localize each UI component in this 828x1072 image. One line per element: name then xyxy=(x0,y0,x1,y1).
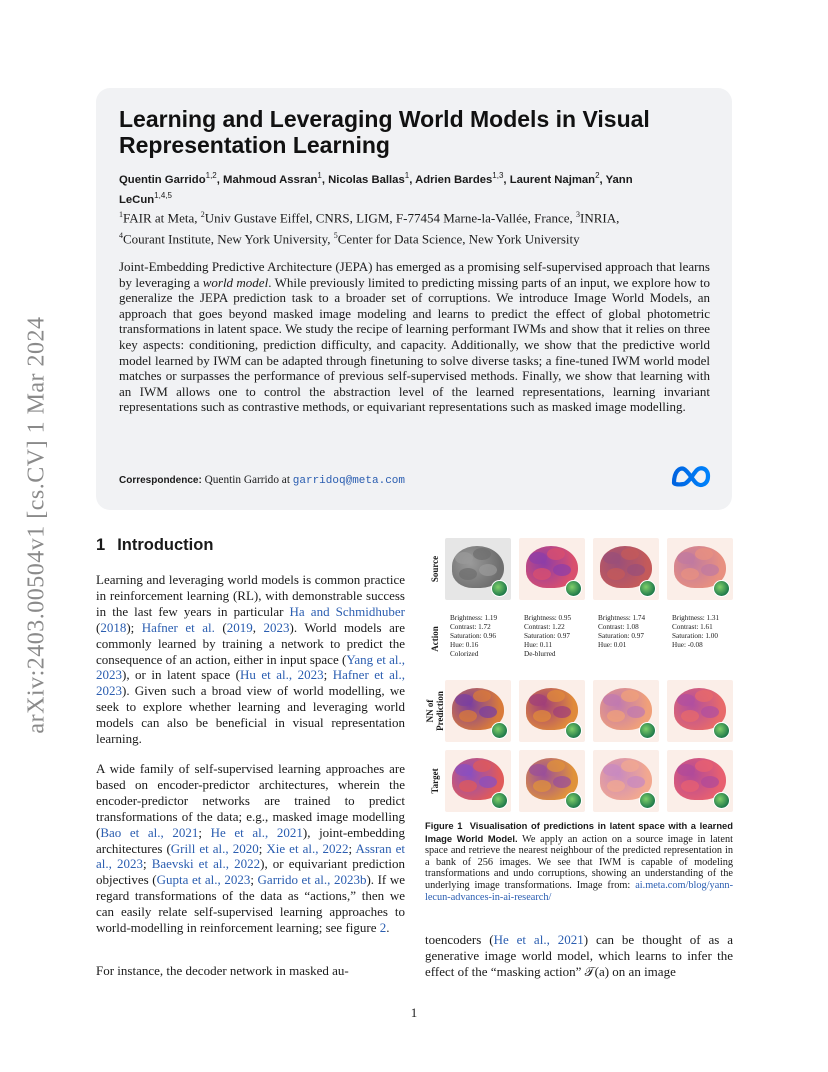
section-heading: 1 Introduction xyxy=(96,536,214,554)
action-parameters: Brightness: 1.31 Contrast: 1.61 Saturation: 1.00 Hue: -0.08 xyxy=(672,614,720,649)
citation-link[interactable]: Yang et al., 2023 xyxy=(96,651,405,683)
author-name: Laurent Najman xyxy=(509,173,596,186)
row-label-target: Target xyxy=(430,768,440,794)
citation-link[interactable]: Hafner et al., 2023 xyxy=(96,667,405,699)
source-image xyxy=(667,538,733,600)
target-image xyxy=(445,750,511,812)
citation-link[interactable]: Hu et al., 2023 xyxy=(240,667,324,683)
citation-link[interactable]: 2023 xyxy=(263,619,290,635)
paper-title: Learning and Leveraging World Models in Visual Representation Learning xyxy=(119,106,650,158)
citation-link[interactable]: Baevski et al., 2022 xyxy=(151,856,261,872)
row-label-action: Action xyxy=(430,626,440,652)
author-name: Quentin Garrido xyxy=(119,173,206,186)
target-image xyxy=(593,750,659,812)
abstract: Joint-Embedding Predictive Architecture (JEPA) has emerged as a promising self-supervised approach that learns by leveraging a world model. While previously limited to predicting missing parts of an input, we explore how to generalize the JEPA prediction task to a broader set of corruptions. We introduce Image World Models, an approach that goes beyond masked image modeling and learns to predict the effect of global photometric transformations in latent space. We study the recipe of learning performant IWMs and show that it relies on three key aspects: conditioning, prediction difficulty, and capacity. Additionally, we show that the predictive world model learned by IWM can be adapted through finetuning to solve diverse tasks; a fine-tuned IWM world model matches or surpasses the performance of previous self-supervised methods. Finally, we show that learning with an IWM allows one to control the abstraction level of the learned representations, learning invariant representations such as contrastive methods, or equivariant representations such as masked image modelling. xyxy=(119,259,710,415)
action-parameters: Brightness: 1.74 Contrast: 1.08 Saturation: 0.97 Hue: 0.01 xyxy=(598,614,646,649)
author-name: Nicolas Ballas xyxy=(328,173,405,186)
correspondence-name: Quentin Garrido at xyxy=(204,474,290,486)
citation-link[interactable]: Xie et al., 2022 xyxy=(266,840,349,856)
figure-1-caption: Figure 1 Visualisation of predictions in latent space with a learned Image World Model. We apply an action on a source image in latent space and retrieve the nearest neighbour of the predicted representation in a bank of 256 images. We see that IWM is capable of modeling transformations and undo corruptions, showing an understanding of the underlying image transformations. Image from: ai.meta.com/blog/yann-lecun-advances-in-ai-research/ xyxy=(425,820,733,903)
author-list: Quentin Garrido$^{1,2}$, Mahmoud Assran$^1$, Nicolas Ballas$^1$, Adrien Bardes$^{1,3}$, Laurent Najman$^2$, Yann LeCun$^{1,4,5}$ xyxy=(119,171,633,206)
source-image xyxy=(519,538,585,600)
citation-link[interactable]: Garrido et al., 2023b xyxy=(257,872,367,888)
intro-paragraph-3: For instance, the decoder network in masked au- xyxy=(96,963,349,978)
citation-link[interactable]: Bao et al., 2021 xyxy=(100,824,199,840)
action-parameters: Brightness: 1.19 Contrast: 1.72 Saturation: 0.96 Hue: 0.16 Colorized xyxy=(450,614,498,658)
correspondence xyxy=(119,474,405,487)
affiliations: $^1$FAIR at Meta, $^2$Univ Gustave Eiffel, CNRS, LIGM, F-77454 Marne-la-Vallée, France, $^3$INRIA, $^4$Courant Institute, New York University, $^5$Center for Data Science, New York University xyxy=(119,210,620,247)
correspondence-email[interactable]: garridoq@meta.com xyxy=(292,475,405,487)
citation-link[interactable]: He et al., 2021 xyxy=(493,932,584,947)
citation-link[interactable]: 2 xyxy=(379,920,387,936)
page-number: 1 xyxy=(410,1005,418,1020)
prediction-neighbour-image xyxy=(519,680,585,742)
source-image xyxy=(445,538,511,600)
citation-link[interactable]: Ha and Schmidhuber xyxy=(289,603,405,619)
target-image xyxy=(519,750,585,812)
target-image xyxy=(667,750,733,812)
author-name: Yann LeCun xyxy=(119,173,633,206)
intro-paragraph-1: Learning and leveraging world models is common practice in reinforcement learning (RL), with demonstrable success in the last few years in particular Ha and Schmidhuber (2018); Hafner et al. (2019, 2023). World models are commonly learned by training a network to predict the consequence of an action, either in input space (Yang et al., 2023), or in latent space (Hu et al., 2023; Hafner et al., 2023). Given such a broad view of world modelling, we seek to explore whether learning and leveraging world models can also be beneficial in visual representation learning. xyxy=(96,572,405,747)
prediction-neighbour-image xyxy=(667,680,733,742)
author-name: Mahmoud Assran xyxy=(223,173,318,186)
citation-link[interactable]: 2018 xyxy=(100,619,127,635)
arxiv-identifier: arXiv:2403.00504v1 [cs.CV] 1 Mar 2024 xyxy=(23,316,50,734)
prediction-neighbour-image xyxy=(445,680,511,742)
citation-link[interactable]: He et al., 2021 xyxy=(210,824,303,840)
citation-link[interactable]: Grill et al., 2020 xyxy=(170,840,259,856)
source-image xyxy=(593,538,659,600)
intro-paragraph-4: toencoders (He et al., 2021) can be thought of as a generative image world model, which learns to infer the effect of the “masking action” 𝒯(a) on an image xyxy=(425,932,734,979)
citation-link[interactable]: Assran et al., 2023 xyxy=(96,840,405,872)
figure-link[interactable]: ai.meta.com/blog/yann-lecun-advances-in-ai-research/ xyxy=(425,879,733,903)
author-name: Adrien Bardes xyxy=(415,173,493,186)
prediction-neighbour-image xyxy=(593,680,659,742)
row-label-nn-prediction: NN of Prediction xyxy=(425,691,445,731)
intro-paragraph-2: A wide family of self-supervised learning approaches are based on encoder-predictor architectures, wherein the encoder-predictor networks are trained to predict transformations of the data; e.g., masked image modelling (Bao et al., 2021; He et al., 2021), joint-embedding architectures (Grill et al., 2020; Xie et al., 2022; Assran et al., 2023; Baevski et al., 2022), or equivariant prediction objectives (Gupta et al., 2023; Garrido et al., 2023b). If we regard transformations of the data as “actions,” then we can easily relate self-supervised learning approaches to world-modelling in reinforcement learning; see figure 2. xyxy=(96,761,405,936)
citation-link[interactable]: Hafner et al. xyxy=(141,619,215,635)
row-label-source: Source xyxy=(430,555,440,583)
correspondence-label: Correspondence: xyxy=(119,475,202,486)
citation-link[interactable]: Gupta et al., 2023 xyxy=(156,872,251,888)
meta-infinity-logo xyxy=(670,463,712,489)
figure-1 xyxy=(425,536,735,816)
action-parameters: Brightness: 0.95 Contrast: 1.22 Saturation: 0.97 Hue: 0.11 De-blurred xyxy=(524,614,572,658)
citation-link[interactable]: 2019 xyxy=(226,619,253,635)
